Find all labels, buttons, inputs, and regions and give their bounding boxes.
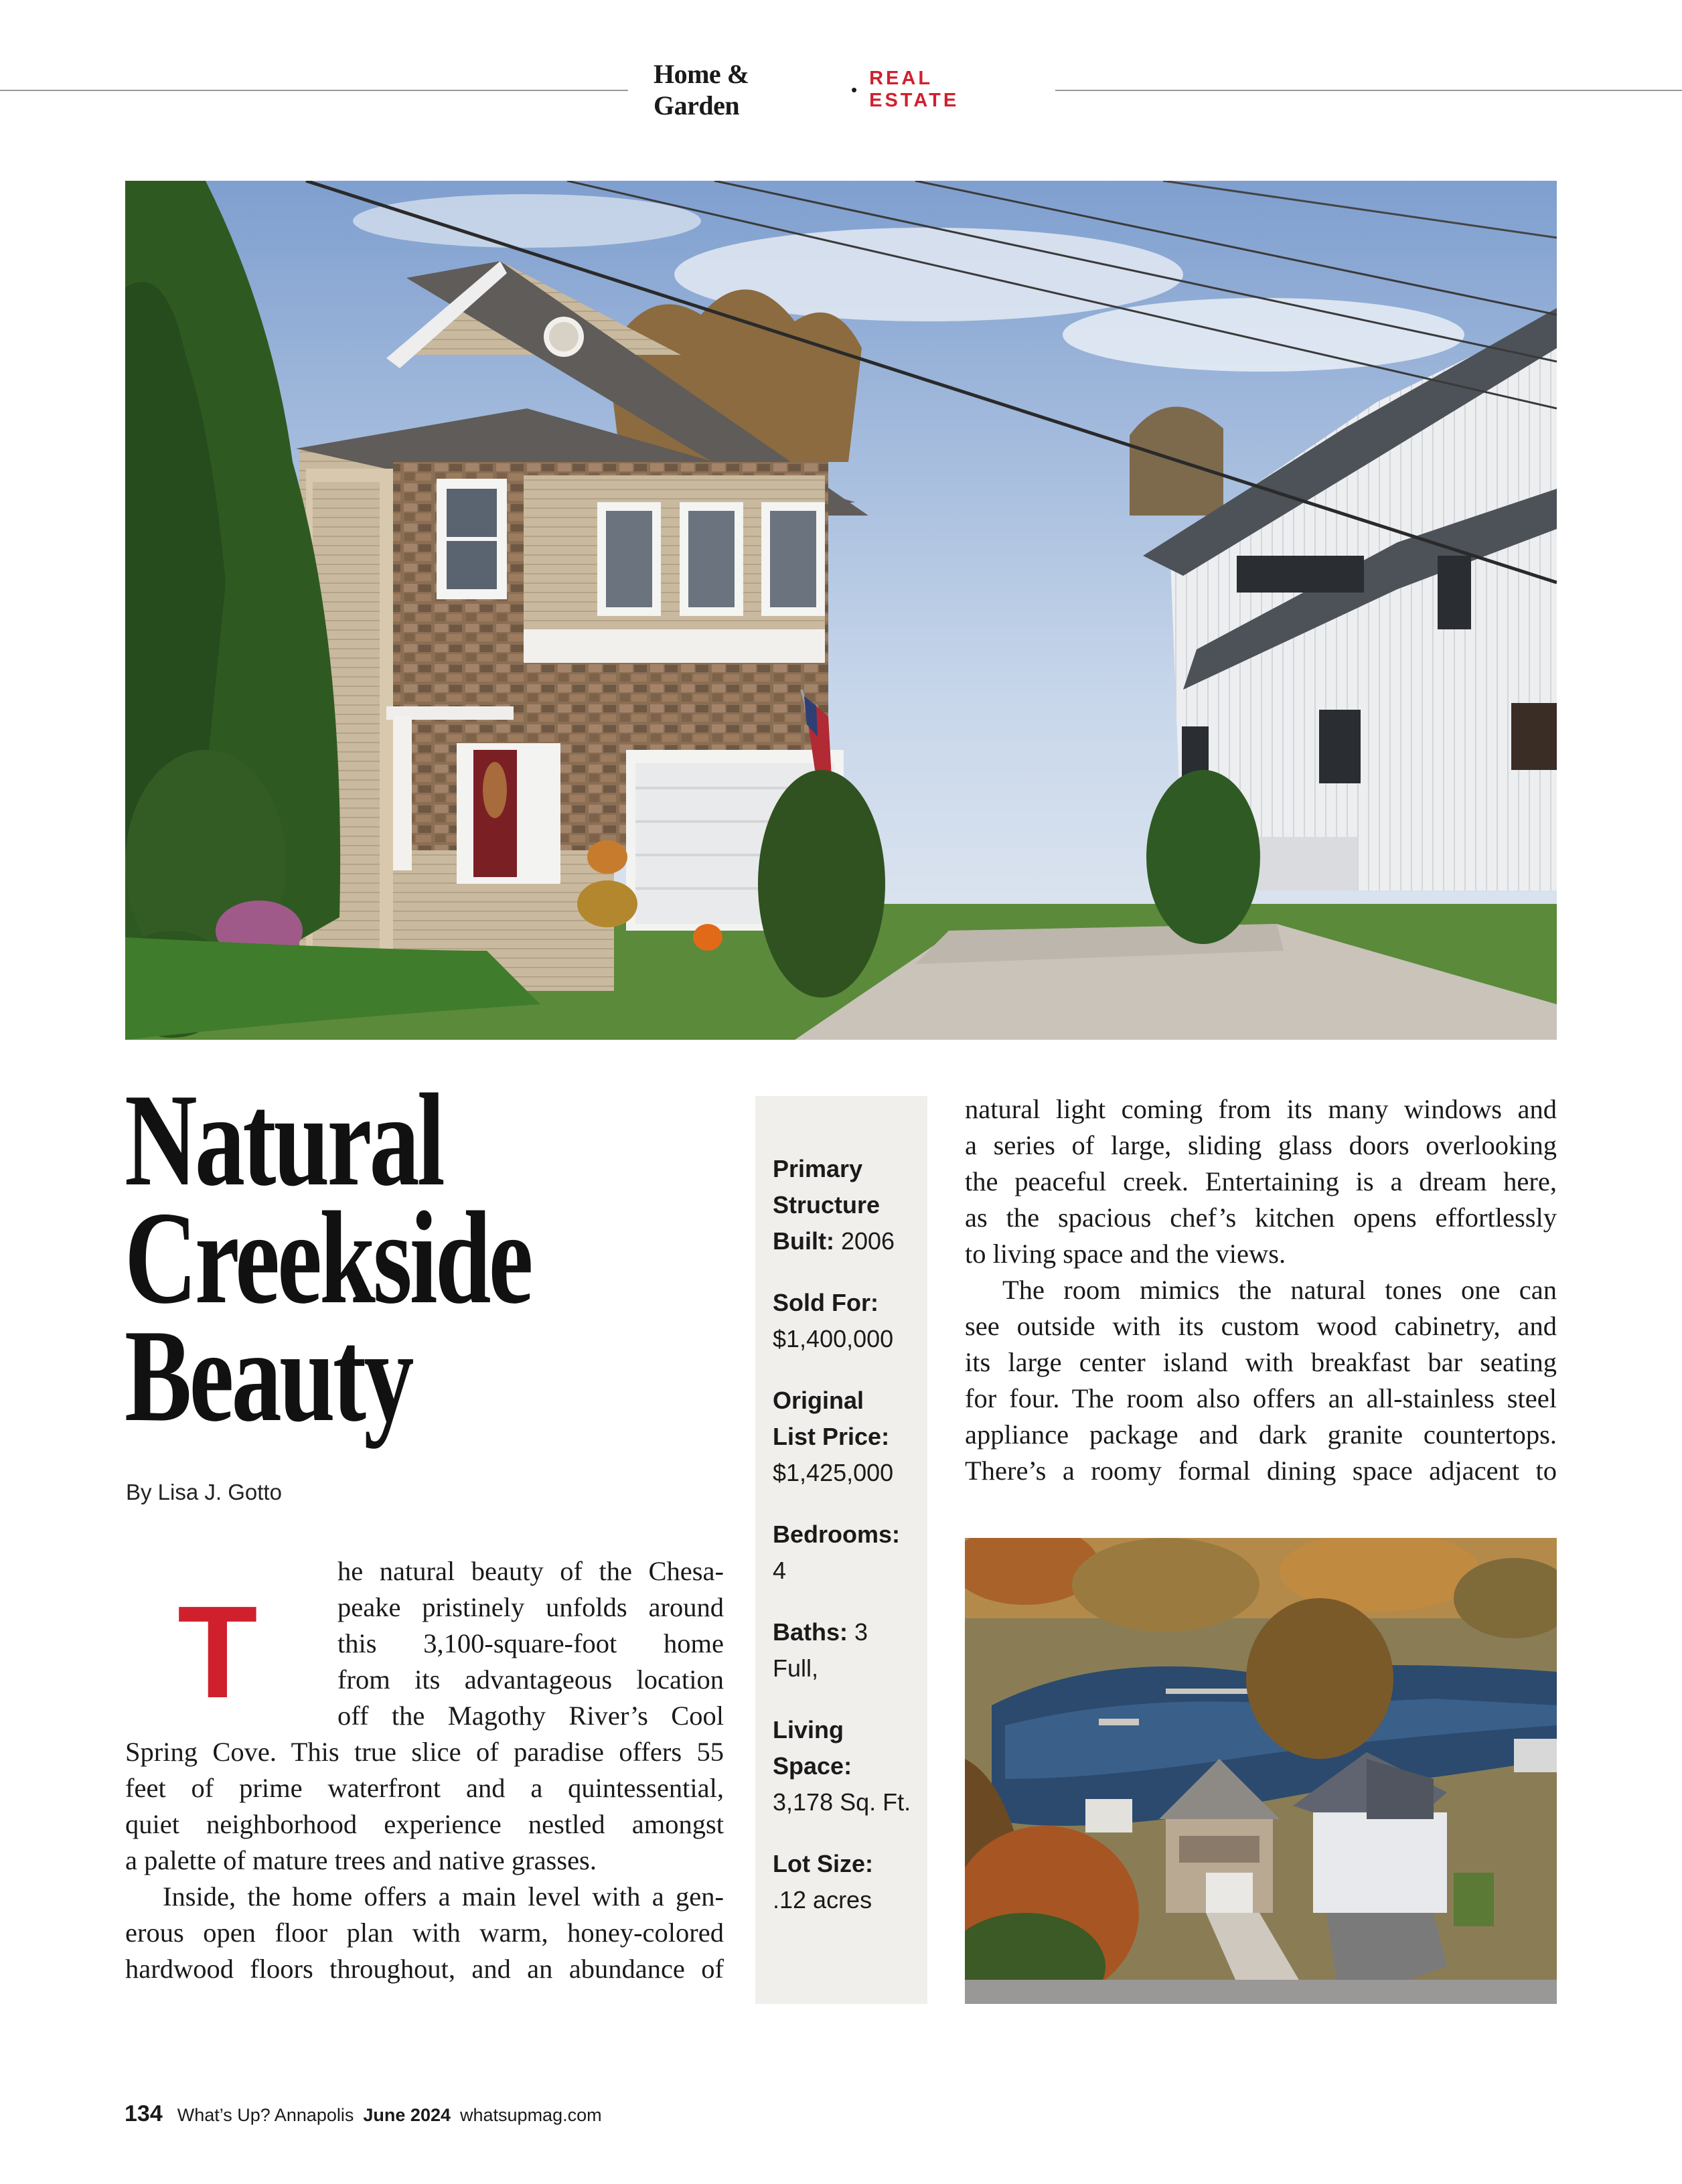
fact-label: Primary Structure Built: [773,1155,881,1255]
subsection-name: REAL ESTATE [869,68,960,111]
header-rule-left [0,90,628,91]
house-front-photo [125,181,1557,1040]
fact-value: 3 Full, [773,1618,868,1682]
body-line: Inside, the home offers a main level with a gen- [163,1881,724,1912]
fact-value: 3,178 Sq. Ft. [773,1788,911,1816]
fact-label: Sold For: [773,1289,878,1316]
fact-label: Baths: [773,1618,848,1646]
body-line: off the Magothy River’s Cool [337,1701,724,1731]
fact-value: $1,425,000 [773,1459,894,1486]
body-line: feet of prime waterfront and a quintessential, [125,1773,724,1803]
body-col1 [125,1734,724,1987]
fact-living-space [773,1712,911,1820]
fact-label: Lot Size: [773,1850,873,1877]
fact-built [773,1151,911,1259]
page-number: 134 [125,2101,163,2126]
title-line-2: Creekside [125,1184,531,1331]
body-line: the peaceful creek. Entertaining is a dream here, [965,1166,1557,1196]
body-line: from its advantageous location [337,1664,724,1695]
body-line: hardwood floors throughout, and an abundance of [125,1954,724,1984]
body-line: he natural beauty of the Chesa- [337,1556,724,1586]
title-line-1: Natural [125,1067,443,1213]
fact-value: .12 acres [773,1886,872,1914]
body-line: a palette of mature trees and native grasses. [125,1845,597,1875]
section-name: Home & Garden [654,59,749,121]
fact-label: Living Space: [773,1716,852,1780]
fact-value: 4 [773,1557,787,1584]
body-col3 [965,1091,1557,1489]
body-line: to living space and the views. [965,1239,1286,1269]
property-facts-sidebar [755,1096,927,2004]
body-line: The room mimics the natural tones one can [1002,1275,1557,1305]
body-line: There’s a roomy formal dining space adjacent to [965,1456,1557,1486]
issue-date: June 2024 [363,2105,451,2125]
byline: By Lisa J. Gotto [126,1480,282,1504]
body-line: for four. The room also offers an all-stainless steel [965,1383,1557,1413]
fact-label: Bedrooms: [773,1520,901,1548]
fact-sold-for [773,1285,911,1357]
fact-bedrooms [773,1516,911,1589]
page-footer [125,2101,602,2127]
body-line: its large center island with breakfast bar seating [965,1347,1557,1377]
body-col1-wrapped [337,1553,724,1734]
body-line: erous open floor plan with warm, honey-colored [125,1918,724,1948]
body-line: a series of large, sliding glass doors overlooking [965,1130,1557,1160]
fact-value: $1,400,000 [773,1325,894,1352]
fact-list-price [773,1383,911,1491]
aerial-photo [965,1538,1557,2004]
drop-cap: T [177,1579,258,1725]
body-line: quiet neighborhood experience nestled amongst [125,1809,724,1839]
body-line: this 3,100-square-foot home [337,1628,724,1658]
section-header [654,59,1028,121]
title-line-3: Beauty [125,1302,412,1449]
header-separator: • [851,79,858,100]
website: whatsupmag.com [460,2105,602,2125]
fact-baths [773,1614,911,1687]
body-line: appliance package and dark granite countertops. [965,1419,1557,1450]
body-line: see outside with its custom wood cabinetry, and [965,1311,1557,1341]
body-line: peake pristinely unfolds around [337,1592,724,1622]
fact-value: 2006 [840,1227,895,1255]
magazine-name: What’s Up? Annapolis [177,2105,354,2125]
article-title [125,1067,583,1449]
body-line: natural light coming from its many windows and [965,1094,1557,1124]
header-rule-right [1055,90,1682,91]
fact-label: Original List Price: [773,1387,890,1450]
fact-lot-size [773,1846,911,1918]
body-line: as the spacious chef’s kitchen opens effortlessly [965,1202,1557,1233]
body-line: Spring Cove. This true slice of paradise offers 55 [125,1737,724,1767]
